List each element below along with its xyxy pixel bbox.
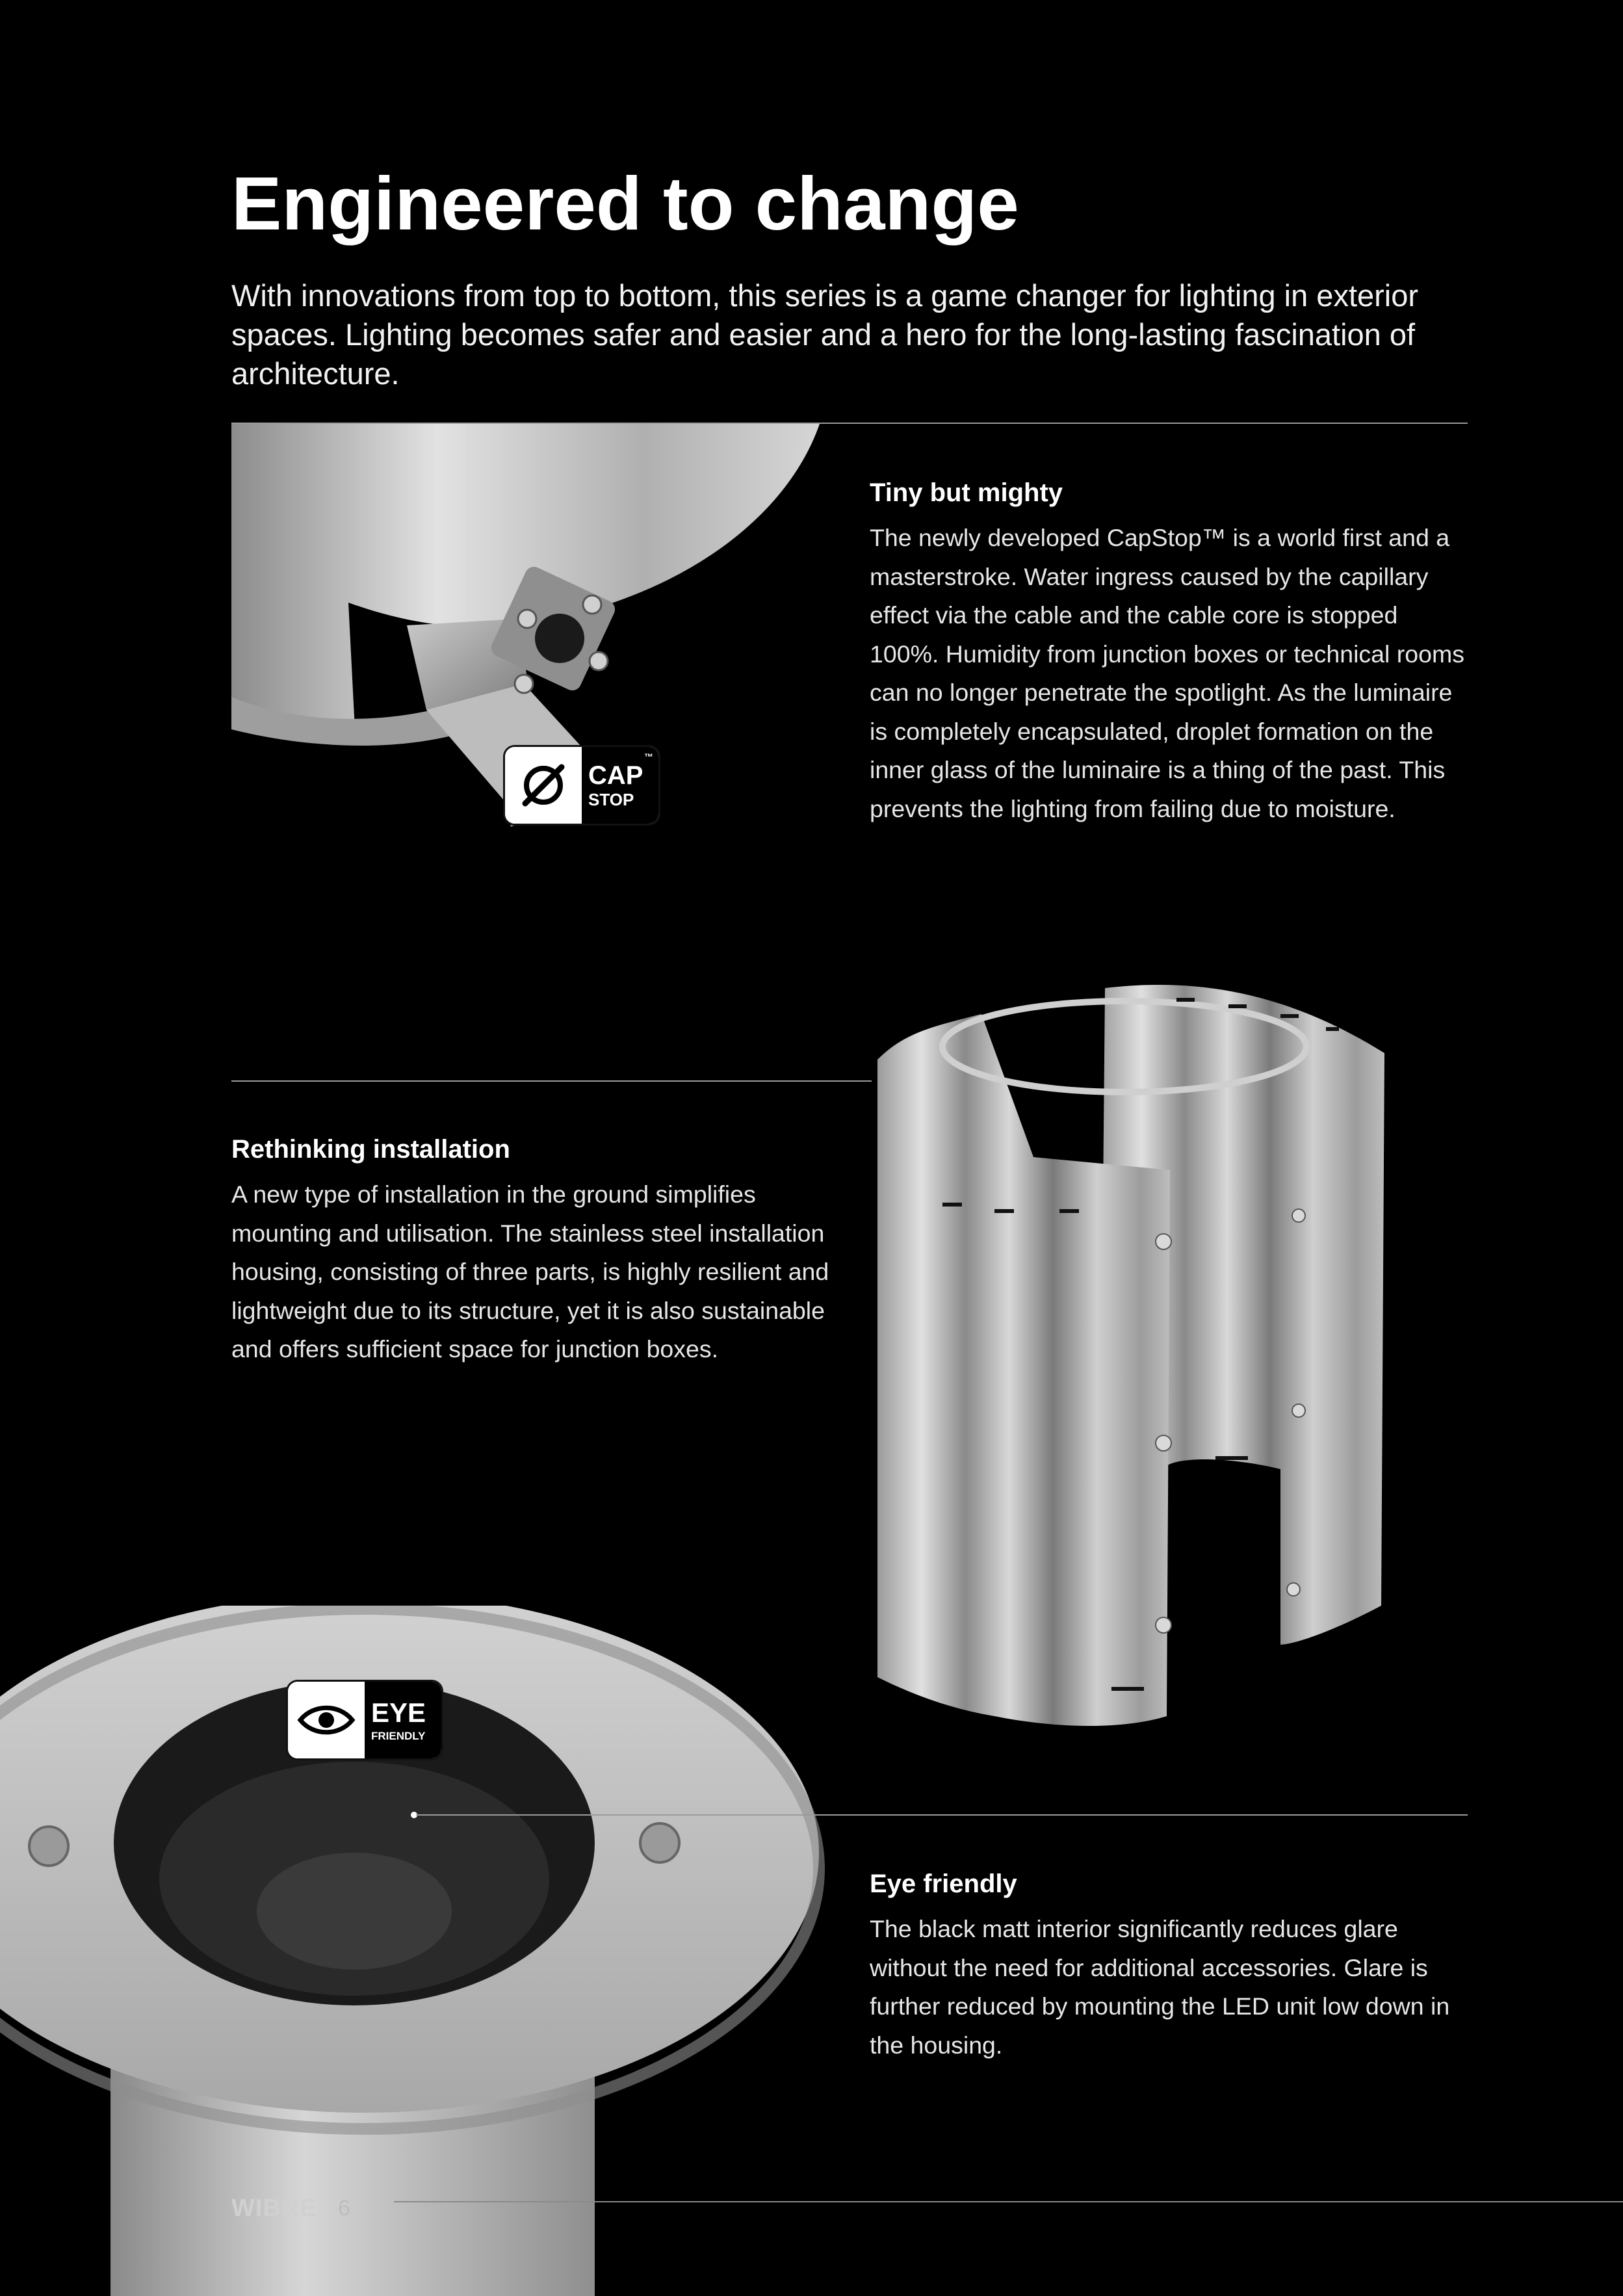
brand-logo: WIBRE [231, 2195, 317, 2222]
capstop-badge-tm: ™ [644, 751, 653, 762]
page-title: Engineered to change [231, 161, 1019, 246]
installation-housing-image [864, 975, 1397, 1742]
divider-middle [231, 1080, 872, 1082]
intro-paragraph: With innovations from top to bottom, this series is a game changer for lighting in exterior spaces. Lighting becomes safer and easier and a hero for the long-lasting fascination of architecture. [231, 278, 1419, 391]
section-eye-friendly [870, 1864, 1468, 2065]
eye-badge-line2: FRIENDLY [371, 1729, 426, 1742]
eye-badge-line1: EYE [371, 1697, 426, 1728]
divider-bottom [416, 1814, 1468, 1816]
no-plug-icon [505, 747, 582, 824]
section-rethinking-installation [231, 1130, 829, 1369]
page-number: 6 [338, 2196, 350, 2221]
section-heading: Tiny but mighty [870, 478, 1063, 507]
section-body: A new type of installation in the ground simplifies mounting and utilisation. The stainless steel installation housing, consisting of three parts, is highly resilient and lightweight due to its structure, yet it is also sustainable and offers sufficient space for junction boxes. [231, 1181, 829, 1363]
section-heading: Eye friendly [870, 1870, 1017, 1898]
capstop-badge-line2: STOP [588, 790, 634, 809]
section-heading: Rethinking installation [231, 1135, 510, 1164]
section-tiny-but-mighty [870, 473, 1468, 828]
capstop-badge-line1: CAP [588, 761, 643, 790]
footer-rule [394, 2201, 1623, 2202]
eye-icon [288, 1682, 365, 1758]
capstop-badge [503, 745, 660, 826]
section-body: The newly developed CapStop™ is a world first and a masterstroke. Water ingress caused by the capillary effect via the cable and the cable core is stopped 100%. Humidity from junction boxes or technical rooms can no longer penetrate the spotlight. As the luminaire is completely encapsulated, droplet formation on the inner glass of the luminaire is a thing of the past. This prevents the lighting from failing due to moisture. [870, 524, 1464, 822]
eye-friendly-badge [286, 1680, 443, 1760]
section-body: The black matt interior significantly reduces glare without the need for additional accessories. Glare is further reduced by mounting the LED unit low down in the housing. [870, 1915, 1450, 2059]
